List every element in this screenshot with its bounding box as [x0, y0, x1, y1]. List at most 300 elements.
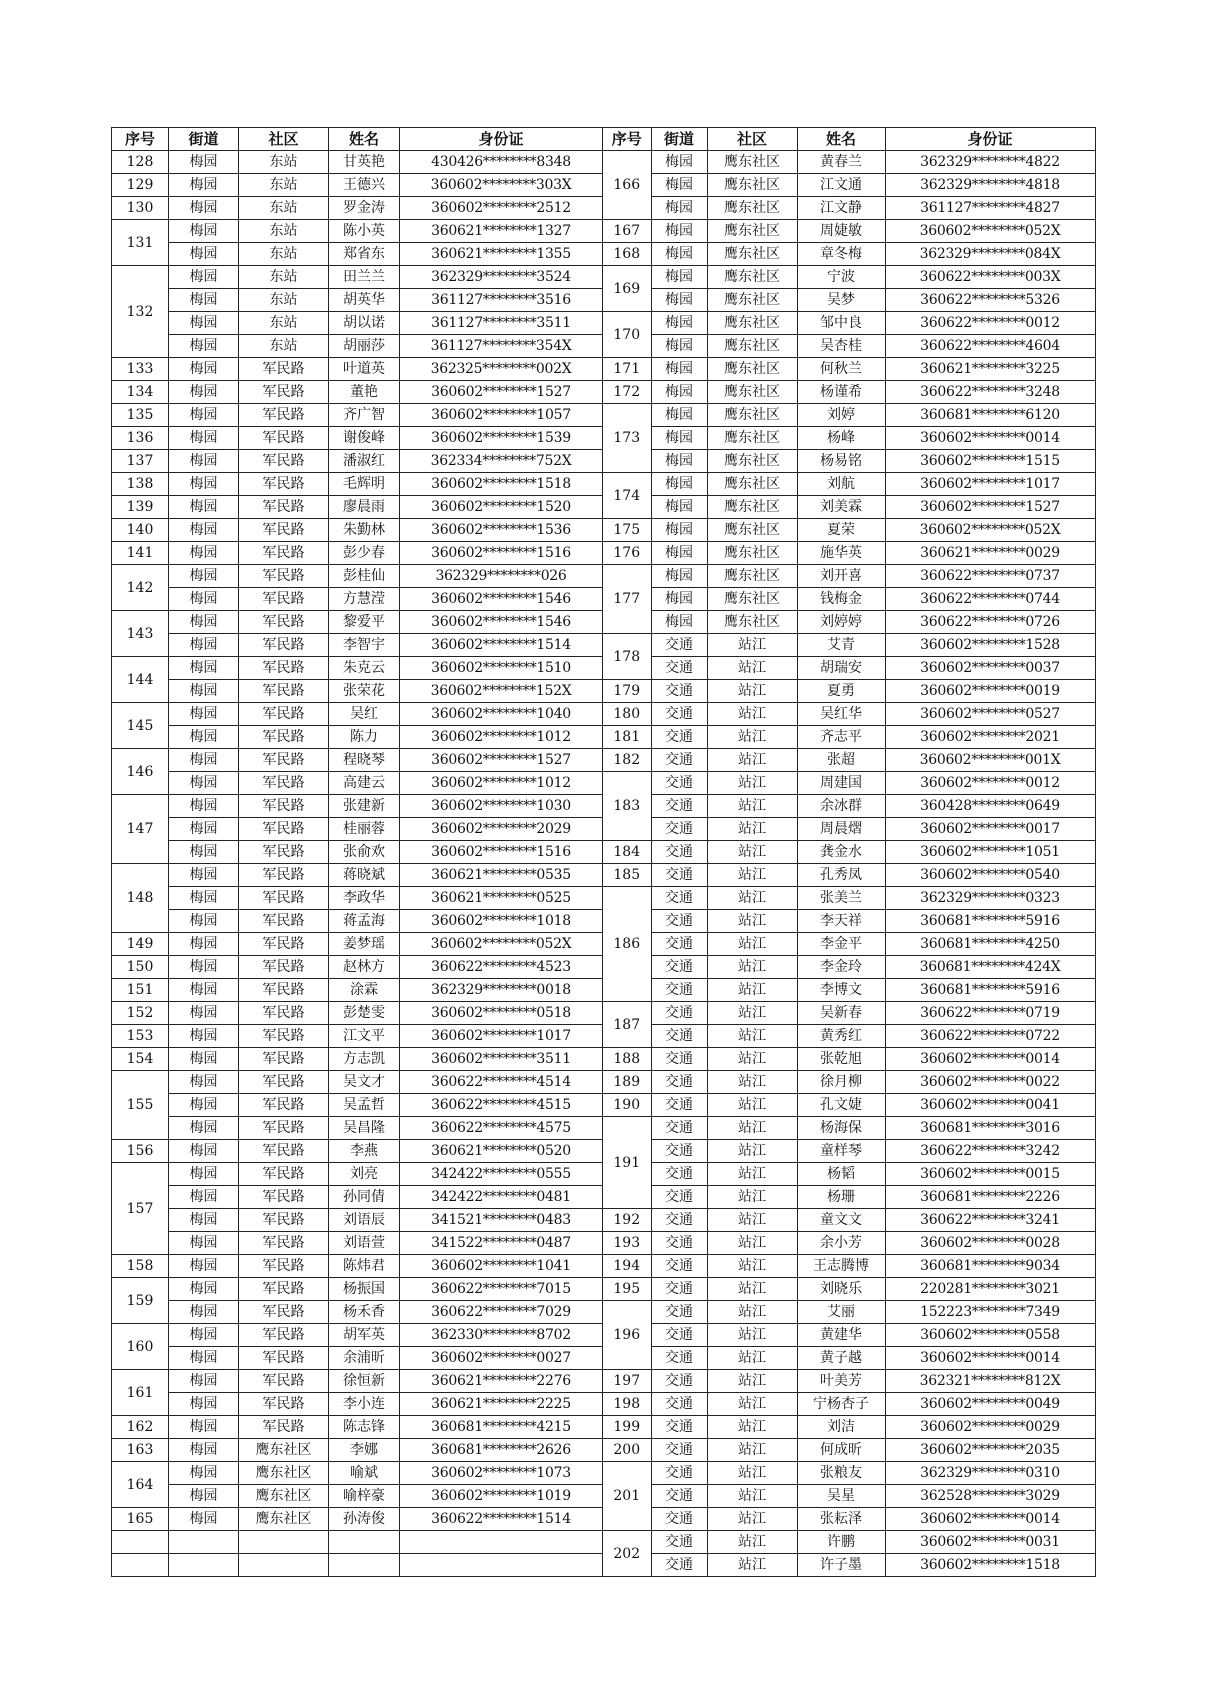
cell-name: 孔秀凤 — [797, 864, 885, 887]
cell-community: 鹰东社区 — [707, 450, 797, 473]
table-row — [112, 887, 603, 910]
table-row — [112, 634, 603, 657]
table-row — [112, 657, 603, 680]
cell-street: 梅园 — [169, 381, 239, 404]
cell-street: 梅园 — [169, 335, 239, 358]
cell-name: 何秋兰 — [797, 358, 885, 381]
cell-number: 140 — [112, 519, 169, 542]
cell-street: 交通 — [651, 1370, 707, 1393]
cell-street: 梅园 — [169, 266, 239, 289]
cell-community: 站江 — [707, 1508, 797, 1531]
cell-id-card: 360602********1518 — [400, 473, 603, 496]
cell-name: 刘婷 — [797, 404, 885, 427]
cell-name: 周晨熠 — [797, 818, 885, 841]
cell-id-card: 360681********3016 — [885, 1117, 1095, 1140]
cell-id-card: 362329********4818 — [885, 174, 1095, 197]
table-row — [112, 1140, 603, 1163]
cell-street: 梅园 — [169, 588, 239, 611]
cell-street: 交通 — [651, 1140, 707, 1163]
cell-number: 166 — [603, 151, 651, 220]
cell-number: 162 — [112, 1416, 169, 1439]
cell-id-card: 360602********1017 — [400, 1025, 603, 1048]
cell-street: 梅园 — [169, 243, 239, 266]
cell-id-card: 360622********0744 — [885, 588, 1095, 611]
cell-number: 152 — [112, 1002, 169, 1025]
cell-community: 鹰东社区 — [239, 1508, 329, 1531]
cell-community: 东站 — [239, 220, 329, 243]
cell-name: 刘开喜 — [797, 565, 885, 588]
cell-id-card: 360681********5916 — [885, 979, 1095, 1002]
cell-id-card: 360621********0535 — [400, 864, 603, 887]
cell-id-card: 362528********3029 — [885, 1485, 1095, 1508]
cell-number: 144 — [112, 657, 169, 703]
cell-street: 梅园 — [169, 473, 239, 496]
cell-community: 东站 — [239, 197, 329, 220]
cell-number: 186 — [603, 887, 651, 1002]
cell-name: 李金平 — [797, 933, 885, 956]
cell-community: 军民路 — [239, 657, 329, 680]
cell-community: 军民路 — [239, 1002, 329, 1025]
table-row — [603, 887, 1095, 910]
cell-name: 刘洁 — [797, 1416, 885, 1439]
cell-name: 彭楚雯 — [329, 1002, 400, 1025]
cell-street: 梅园 — [651, 496, 707, 519]
cell-id-card: 360602********1041 — [400, 1255, 603, 1278]
cell-street: 梅园 — [169, 749, 239, 772]
table-row — [603, 703, 1095, 726]
cell-name: 王德兴 — [329, 174, 400, 197]
cell-street: 梅园 — [169, 1370, 239, 1393]
cell-community: 站江 — [707, 1025, 797, 1048]
cell-street: 交通 — [651, 1324, 707, 1347]
cell-id-card: 360602********2021 — [885, 726, 1095, 749]
cell-id-card: 360602********1012 — [400, 772, 603, 795]
cell-street: 交通 — [651, 749, 707, 772]
cell-id-card: 360602********1017 — [885, 473, 1095, 496]
cell-number: 192 — [603, 1209, 651, 1232]
cell-community: 鹰东社区 — [707, 243, 797, 266]
cell-name: 艾丽 — [797, 1301, 885, 1324]
table-row — [112, 1439, 603, 1462]
cell-street: 梅园 — [169, 197, 239, 220]
table-row — [112, 243, 603, 266]
cell-name: 朱克云 — [329, 657, 400, 680]
cell-street: 交通 — [651, 1255, 707, 1278]
cell-name: 孙涛俊 — [329, 1508, 400, 1531]
table-row — [603, 220, 1095, 243]
cell-name: 夏勇 — [797, 680, 885, 703]
cell-street: 梅园 — [651, 473, 707, 496]
cell-number: 189 — [603, 1071, 651, 1094]
cell-street: 梅园 — [169, 220, 239, 243]
table-row — [112, 266, 603, 289]
cell-street: 交通 — [651, 1508, 707, 1531]
cell-community: 站江 — [707, 795, 797, 818]
cell-community: 军民路 — [239, 1186, 329, 1209]
cell-number: 135 — [112, 404, 169, 427]
cell-community: 军民路 — [239, 1255, 329, 1278]
table-row — [112, 1347, 603, 1370]
cell-id-card: 360622********7015 — [400, 1278, 603, 1301]
cell-community — [239, 1531, 329, 1554]
cell-community: 鹰东社区 — [707, 335, 797, 358]
cell-id-card: 360602********2035 — [885, 1439, 1095, 1462]
cell-id-card: 360622********1514 — [400, 1508, 603, 1531]
cell-name: 姜梦瑶 — [329, 933, 400, 956]
cell-street: 梅园 — [651, 243, 707, 266]
cell-number: 153 — [112, 1025, 169, 1048]
cell-name: 廖晨雨 — [329, 496, 400, 519]
cell-number: 143 — [112, 611, 169, 657]
cell-name: 徐月柳 — [797, 1071, 885, 1094]
cell-name: 叶道英 — [329, 358, 400, 381]
cell-street: 梅园 — [169, 703, 239, 726]
cell-street: 梅园 — [169, 289, 239, 312]
cell-street: 梅园 — [169, 174, 239, 197]
cell-number: 172 — [603, 381, 651, 404]
cell-id-card: 360621********3225 — [885, 358, 1095, 381]
cell-street: 梅园 — [651, 174, 707, 197]
cell-community: 军民路 — [239, 749, 329, 772]
cell-street: 交通 — [651, 634, 707, 657]
cell-street: 交通 — [651, 1094, 707, 1117]
cell-id-card: 360602********1510 — [400, 657, 603, 680]
cell-name: 艾青 — [797, 634, 885, 657]
table-row — [603, 1554, 1095, 1577]
cell-street: 梅园 — [169, 565, 239, 588]
cell-name: 杨珊 — [797, 1186, 885, 1209]
cell-id-card: 360621********2276 — [400, 1370, 603, 1393]
cell-name: 胡以诺 — [329, 312, 400, 335]
table-row — [112, 174, 603, 197]
cell-street: 交通 — [651, 1554, 707, 1577]
table-row — [112, 864, 603, 887]
cell-id-card: 360621********0029 — [885, 542, 1095, 565]
cell-street: 梅园 — [169, 1347, 239, 1370]
cell-street: 梅园 — [651, 611, 707, 634]
header-community: 社区 — [239, 128, 329, 151]
cell-number: 131 — [112, 220, 169, 266]
table-row — [112, 841, 603, 864]
cell-id-card: 362329********0018 — [400, 979, 603, 1002]
cell-street: 梅园 — [169, 1324, 239, 1347]
cell-id-card: 360622********3241 — [885, 1209, 1095, 1232]
cell-name: 李政华 — [329, 887, 400, 910]
cell-name: 吴红 — [329, 703, 400, 726]
cell-street: 梅园 — [651, 565, 707, 588]
cell-community: 站江 — [707, 680, 797, 703]
cell-number: 150 — [112, 956, 169, 979]
table-row — [112, 519, 603, 542]
table-row — [112, 358, 603, 381]
cell-name: 黄秀红 — [797, 1025, 885, 1048]
table-row — [603, 772, 1095, 795]
cell-id-card: 362325********002X — [400, 358, 603, 381]
cell-name: 周婕敏 — [797, 220, 885, 243]
cell-name: 李小连 — [329, 1393, 400, 1416]
cell-community — [239, 1554, 329, 1577]
cell-name: 杨振国 — [329, 1278, 400, 1301]
cell-street: 交通 — [651, 680, 707, 703]
cell-community: 站江 — [707, 772, 797, 795]
cell-id-card: 362330********8702 — [400, 1324, 603, 1347]
header-number: 序号 — [603, 128, 651, 151]
cell-id-card: 362329********0323 — [885, 887, 1095, 910]
cell-community: 鹰东社区 — [707, 565, 797, 588]
table-row — [603, 1370, 1095, 1393]
cell-street: 梅园 — [651, 588, 707, 611]
cell-name: 吴新春 — [797, 1002, 885, 1025]
header-community: 社区 — [707, 128, 797, 151]
cell-id-card: 360681********4215 — [400, 1416, 603, 1439]
cell-street: 梅园 — [169, 404, 239, 427]
cell-name: 周建国 — [797, 772, 885, 795]
table-row — [112, 312, 603, 335]
cell-community: 站江 — [707, 1209, 797, 1232]
cell-name: 胡瑞安 — [797, 657, 885, 680]
table-row — [112, 220, 603, 243]
cell-id-card: 360622********4604 — [885, 335, 1095, 358]
table-row — [603, 243, 1095, 266]
cell-community: 军民路 — [239, 1094, 329, 1117]
cell-id-card: 360602********001X — [885, 749, 1095, 772]
header-id-card: 身份证 — [400, 128, 603, 151]
cell-name: 余冰群 — [797, 795, 885, 818]
cell-id-card — [400, 1554, 603, 1577]
cell-street: 梅园 — [651, 197, 707, 220]
table-row — [112, 565, 603, 588]
cell-number: 200 — [603, 1439, 651, 1462]
cell-street: 梅园 — [651, 335, 707, 358]
cell-street: 交通 — [651, 1278, 707, 1301]
cell-community: 军民路 — [239, 1370, 329, 1393]
cell-number: 201 — [603, 1462, 651, 1531]
cell-id-card: 152223********7349 — [885, 1301, 1095, 1324]
cell-id-card: 360602********0014 — [885, 427, 1095, 450]
cell-number: 202 — [603, 1531, 651, 1577]
cell-street: 梅园 — [169, 1163, 239, 1186]
cell-name: 童样琴 — [797, 1140, 885, 1163]
cell-name: 余小芳 — [797, 1232, 885, 1255]
cell-name: 吴孟哲 — [329, 1094, 400, 1117]
cell-name: 杨谨希 — [797, 381, 885, 404]
table-row — [112, 496, 603, 519]
table-row — [112, 588, 603, 611]
cell-community: 军民路 — [239, 887, 329, 910]
cell-name: 陈志锋 — [329, 1416, 400, 1439]
cell-community: 鹰东社区 — [239, 1439, 329, 1462]
cell-street: 交通 — [651, 1025, 707, 1048]
cell-community: 鹰东社区 — [707, 289, 797, 312]
table-row — [112, 910, 603, 933]
cell-number: 134 — [112, 381, 169, 404]
table-row — [603, 1025, 1095, 1048]
cell-id-card: 360602********1051 — [885, 841, 1095, 864]
cell-community: 军民路 — [239, 427, 329, 450]
cell-name: 谢俊峰 — [329, 427, 400, 450]
cell-community: 站江 — [707, 1393, 797, 1416]
cell-street — [169, 1554, 239, 1577]
cell-number — [112, 1531, 169, 1554]
cell-community: 鹰东社区 — [707, 519, 797, 542]
cell-number: 167 — [603, 220, 651, 243]
cell-id-card: 360602********1527 — [400, 749, 603, 772]
cell-name: 张荣花 — [329, 680, 400, 703]
cell-number: 179 — [603, 680, 651, 703]
cell-id-card: 360602********3511 — [400, 1048, 603, 1071]
cell-id-card: 360681********424X — [885, 956, 1095, 979]
cell-id-card: 360602********1515 — [885, 450, 1095, 473]
cell-name: 夏荣 — [797, 519, 885, 542]
cell-id-card: 360602********1040 — [400, 703, 603, 726]
cell-community: 军民路 — [239, 519, 329, 542]
cell-name: 张乾旭 — [797, 1048, 885, 1071]
cell-number: 190 — [603, 1094, 651, 1117]
header-street: 街道 — [169, 128, 239, 151]
roster-table-right — [603, 127, 1096, 1577]
cell-street: 梅园 — [651, 450, 707, 473]
cell-id-card: 341522********0487 — [400, 1232, 603, 1255]
cell-community: 站江 — [707, 1232, 797, 1255]
cell-street: 梅园 — [169, 910, 239, 933]
cell-number: 132 — [112, 266, 169, 358]
cell-name: 喻斌 — [329, 1462, 400, 1485]
cell-street: 梅园 — [169, 1071, 239, 1094]
cell-community: 军民路 — [239, 1117, 329, 1140]
cell-street: 交通 — [651, 795, 707, 818]
cell-number: 147 — [112, 795, 169, 864]
cell-name: 张俞欢 — [329, 841, 400, 864]
cell-street: 梅园 — [169, 726, 239, 749]
table-row — [112, 542, 603, 565]
cell-name: 刘语萱 — [329, 1232, 400, 1255]
cell-name: 喻梓豪 — [329, 1485, 400, 1508]
cell-community: 东站 — [239, 335, 329, 358]
cell-community: 军民路 — [239, 542, 329, 565]
table-row — [112, 726, 603, 749]
cell-id-card: 360621********0520 — [400, 1140, 603, 1163]
cell-number: 170 — [603, 312, 651, 358]
table-row — [112, 151, 603, 174]
cell-street: 梅园 — [169, 312, 239, 335]
cell-street: 梅园 — [169, 519, 239, 542]
cell-community: 鹰东社区 — [239, 1485, 329, 1508]
cell-community: 军民路 — [239, 1071, 329, 1094]
roster-sheet — [111, 127, 1096, 1577]
cell-id-card — [400, 1531, 603, 1554]
cell-name: 程晓琴 — [329, 749, 400, 772]
cell-community: 鹰东社区 — [707, 381, 797, 404]
cell-community: 站江 — [707, 956, 797, 979]
cell-community: 鹰东社区 — [707, 174, 797, 197]
cell-street: 梅园 — [651, 312, 707, 335]
cell-number: 171 — [603, 358, 651, 381]
cell-id-card: 360602********1528 — [885, 634, 1095, 657]
cell-name: 何成昕 — [797, 1439, 885, 1462]
cell-id-card: 360602********0028 — [885, 1232, 1095, 1255]
cell-street: 交通 — [651, 979, 707, 1002]
cell-community: 军民路 — [239, 772, 329, 795]
cell-name: 彭少春 — [329, 542, 400, 565]
cell-name: 潘淑红 — [329, 450, 400, 473]
cell-street: 梅园 — [169, 1140, 239, 1163]
cell-name: 朱勤林 — [329, 519, 400, 542]
cell-street: 交通 — [651, 1301, 707, 1324]
cell-number — [112, 1554, 169, 1577]
table-row — [112, 404, 603, 427]
table-row — [112, 1416, 603, 1439]
cell-id-card: 360622********3242 — [885, 1140, 1095, 1163]
cell-community: 东站 — [239, 243, 329, 266]
cell-id-card: 362329********0310 — [885, 1462, 1095, 1485]
cell-community: 军民路 — [239, 611, 329, 634]
cell-name: 胡丽莎 — [329, 335, 400, 358]
cell-community: 鹰东社区 — [707, 358, 797, 381]
cell-street: 梅园 — [651, 151, 707, 174]
cell-id-card: 342422********0481 — [400, 1186, 603, 1209]
cell-street: 梅园 — [651, 289, 707, 312]
cell-id-card: 360602********0015 — [885, 1163, 1095, 1186]
table-row — [603, 1186, 1095, 1209]
cell-community: 东站 — [239, 266, 329, 289]
cell-community: 东站 — [239, 151, 329, 174]
cell-street: 梅园 — [169, 1439, 239, 1462]
cell-number: 173 — [603, 404, 651, 473]
cell-id-card: 360602********1012 — [400, 726, 603, 749]
cell-id-card: 360602********2512 — [400, 197, 603, 220]
cell-name: 李金玲 — [797, 956, 885, 979]
table-row — [603, 1439, 1095, 1462]
cell-street: 梅园 — [169, 887, 239, 910]
table-row — [603, 956, 1095, 979]
cell-community: 鹰东社区 — [707, 588, 797, 611]
table-row — [112, 1278, 603, 1301]
cell-id-card: 360602********303X — [400, 174, 603, 197]
header-street: 街道 — [651, 128, 707, 151]
cell-id-card: 360602********052X — [400, 933, 603, 956]
cell-id-card: 360602********052X — [885, 220, 1095, 243]
cell-community: 军民路 — [239, 1140, 329, 1163]
cell-community: 站江 — [707, 933, 797, 956]
cell-community: 站江 — [707, 1416, 797, 1439]
cell-id-card: 360602********052X — [885, 519, 1095, 542]
cell-community: 军民路 — [239, 634, 329, 657]
cell-street: 交通 — [651, 1209, 707, 1232]
cell-street: 交通 — [651, 1071, 707, 1094]
cell-community: 站江 — [707, 1002, 797, 1025]
cell-community: 站江 — [707, 864, 797, 887]
table-row — [112, 979, 603, 1002]
cell-name: 李博文 — [797, 979, 885, 1002]
cell-community: 军民路 — [239, 933, 329, 956]
cell-community: 站江 — [707, 749, 797, 772]
cell-id-card: 360622********4523 — [400, 956, 603, 979]
cell-community: 军民路 — [239, 703, 329, 726]
table-row — [112, 818, 603, 841]
cell-name: 宁波 — [797, 266, 885, 289]
table-row — [112, 1209, 603, 1232]
table-row — [603, 611, 1095, 634]
cell-id-card: 362334********752X — [400, 450, 603, 473]
cell-id-card: 360602********0014 — [885, 1048, 1095, 1071]
cell-id-card: 360602********0017 — [885, 818, 1095, 841]
cell-name: 施华英 — [797, 542, 885, 565]
table-row — [603, 381, 1095, 404]
cell-community: 站江 — [707, 818, 797, 841]
cell-street: 梅园 — [169, 1002, 239, 1025]
cell-number: 184 — [603, 841, 651, 864]
cell-community: 军民路 — [239, 588, 329, 611]
